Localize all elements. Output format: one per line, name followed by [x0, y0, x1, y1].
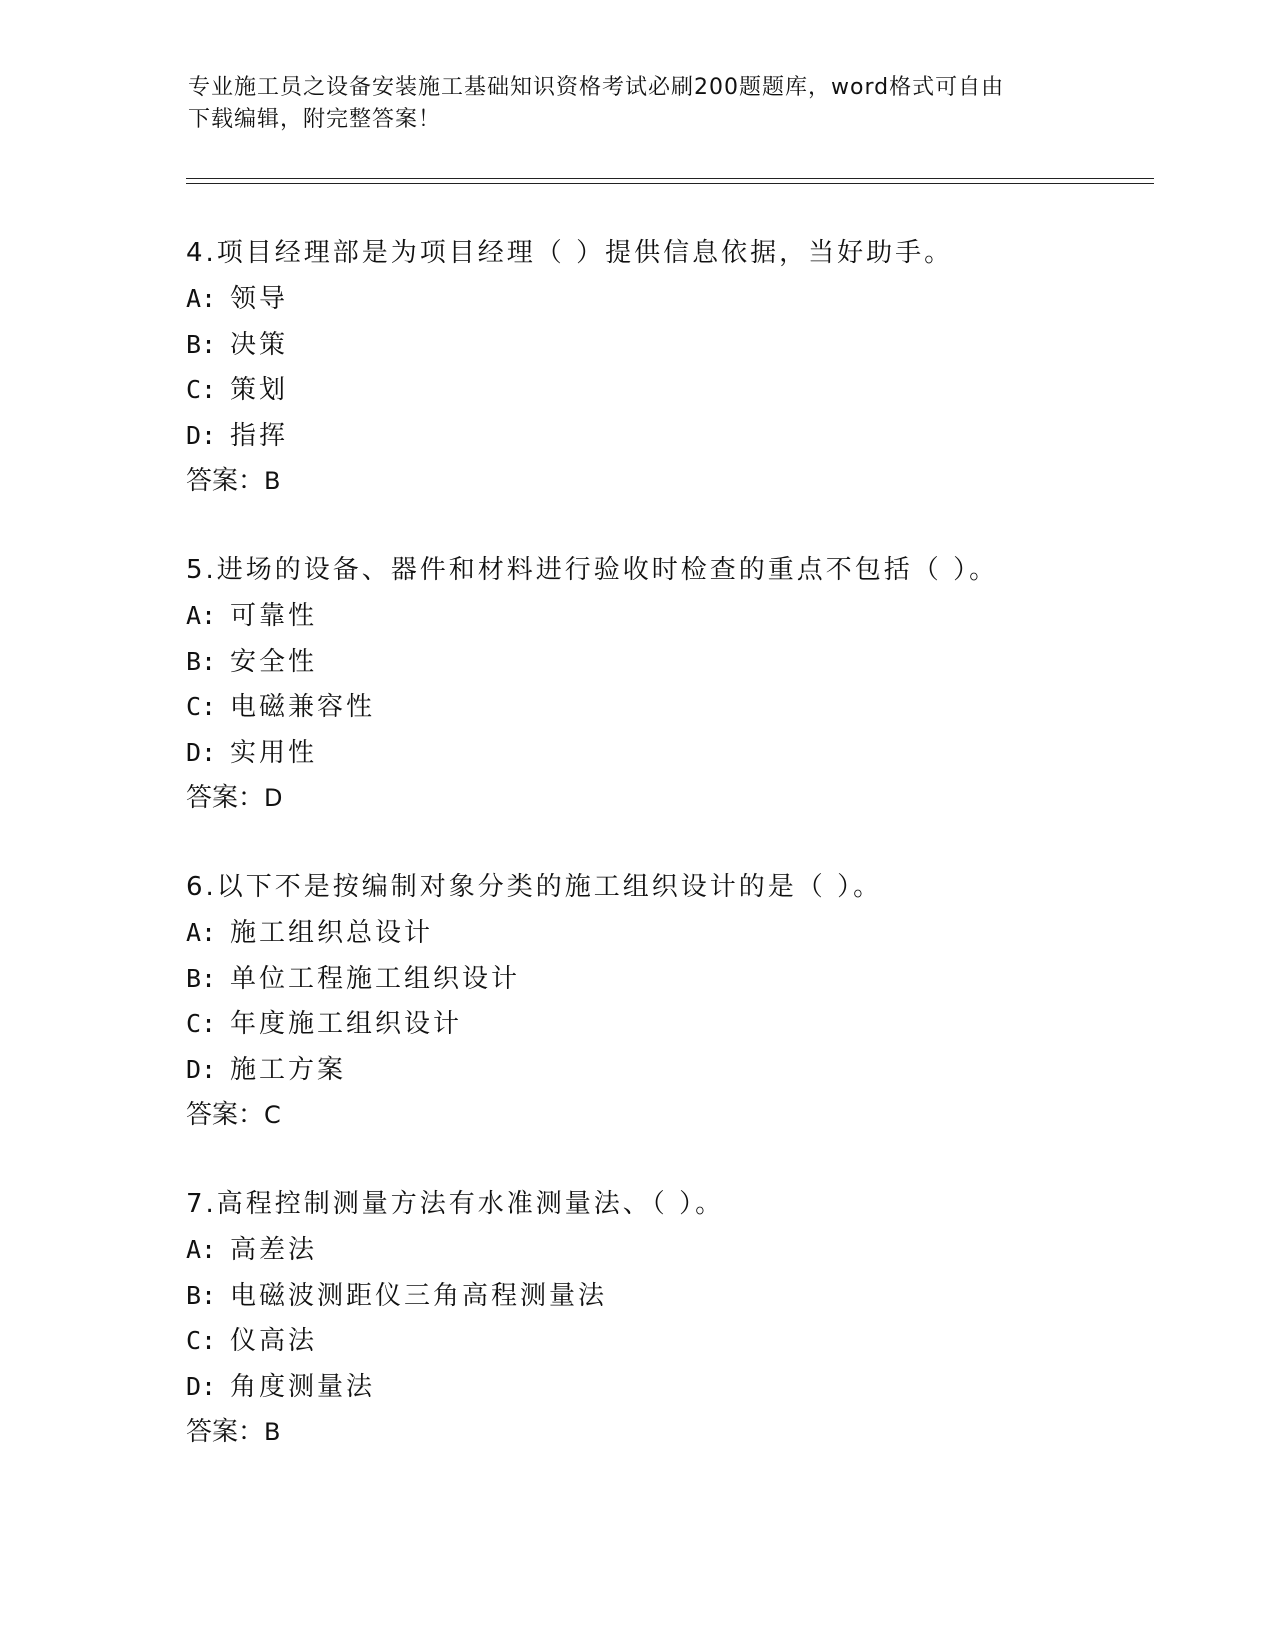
answer-value: B	[264, 1418, 281, 1446]
option-d	[186, 1364, 1146, 1410]
question-7	[186, 1181, 1146, 1455]
header-line-2: 下载编辑，附完整答案！	[188, 107, 442, 132]
option-text: 安全性	[230, 646, 318, 677]
answer-value: D	[264, 784, 283, 812]
option-a	[186, 276, 1146, 322]
option-letter: D:	[186, 1371, 217, 1401]
option-letter: C:	[186, 1009, 217, 1038]
answer-label: 答案：	[186, 1100, 265, 1130]
option-c	[186, 1001, 1146, 1047]
question-list	[186, 230, 1146, 1498]
option-letter: B:	[186, 329, 217, 359]
option-letter: D:	[186, 420, 217, 450]
option-text: 角度测量法	[230, 1371, 376, 1402]
header-divider-bottom	[186, 183, 1154, 184]
question-text: 7.高程控制测量方法有水准测量法、（ ）。	[186, 1189, 725, 1219]
option-c	[186, 367, 1146, 413]
option-letter: B:	[186, 646, 217, 676]
option-text: 领导	[230, 284, 289, 314]
option-b	[186, 322, 1146, 368]
option-text: 施工方案	[230, 1054, 347, 1085]
answer-line	[186, 458, 1146, 504]
option-a	[186, 593, 1146, 639]
option-text: 仪高法	[230, 1326, 318, 1356]
option-text: 单位工程施工组织设计	[230, 963, 521, 994]
option-letter: D:	[186, 1054, 217, 1084]
question-text: 6.以下不是按编制对象分类的施工组织设计的是（ ）。	[186, 872, 883, 902]
option-text: 年度施工组织设计	[230, 1009, 463, 1039]
option-text: 电磁兼容性	[230, 692, 376, 722]
document-header	[188, 72, 1088, 136]
answer-line	[186, 775, 1146, 821]
question-text: 5.进场的设备、器件和材料进行验收时检查的重点不包括（ ）。	[186, 555, 999, 585]
question-5	[186, 547, 1146, 821]
option-letter: A:	[186, 918, 217, 947]
option-letter: C:	[186, 692, 217, 721]
answer-value: B	[264, 467, 281, 495]
answer-line	[186, 1092, 1146, 1138]
option-text: 决策	[230, 329, 289, 360]
header-divider-top	[186, 178, 1154, 179]
option-letter: A:	[186, 284, 217, 313]
option-b	[186, 1273, 1146, 1319]
option-letter: B:	[186, 1280, 217, 1310]
option-d	[186, 730, 1146, 776]
option-c	[186, 1318, 1146, 1364]
answer-label: 答案：	[186, 466, 265, 496]
option-a	[186, 910, 1146, 956]
option-letter: D:	[186, 737, 217, 767]
option-letter: C:	[186, 1326, 217, 1355]
answer-label: 答案：	[186, 783, 265, 813]
option-text: 高差法	[230, 1235, 318, 1265]
option-a	[186, 1227, 1146, 1273]
option-text: 指挥	[230, 420, 289, 451]
option-text: 施工组织总设计	[230, 918, 434, 948]
question-6	[186, 864, 1146, 1138]
option-d	[186, 413, 1146, 459]
answer-line	[186, 1409, 1146, 1455]
option-letter: B:	[186, 963, 217, 993]
question-text: 4.项目经理部是为项目经理（ ）提供信息依据，当好助手。	[186, 238, 954, 268]
option-letter: C:	[186, 375, 217, 404]
answer-label: 答案：	[186, 1417, 265, 1447]
option-text: 策划	[230, 375, 289, 405]
option-b	[186, 639, 1146, 685]
option-letter: A:	[186, 1235, 217, 1264]
option-b	[186, 956, 1146, 1002]
question-4	[186, 230, 1146, 504]
answer-value: C	[264, 1101, 281, 1129]
header-line-1: 专业施工员之设备安装施工基础知识资格考试必刷200题题库，word格式可自由	[188, 75, 1005, 100]
option-d	[186, 1047, 1146, 1093]
option-letter: A:	[186, 601, 217, 630]
option-text: 可靠性	[230, 601, 318, 631]
option-c	[186, 684, 1146, 730]
option-text: 实用性	[230, 737, 318, 768]
option-text: 电磁波测距仪三角高程测量法	[230, 1280, 608, 1311]
